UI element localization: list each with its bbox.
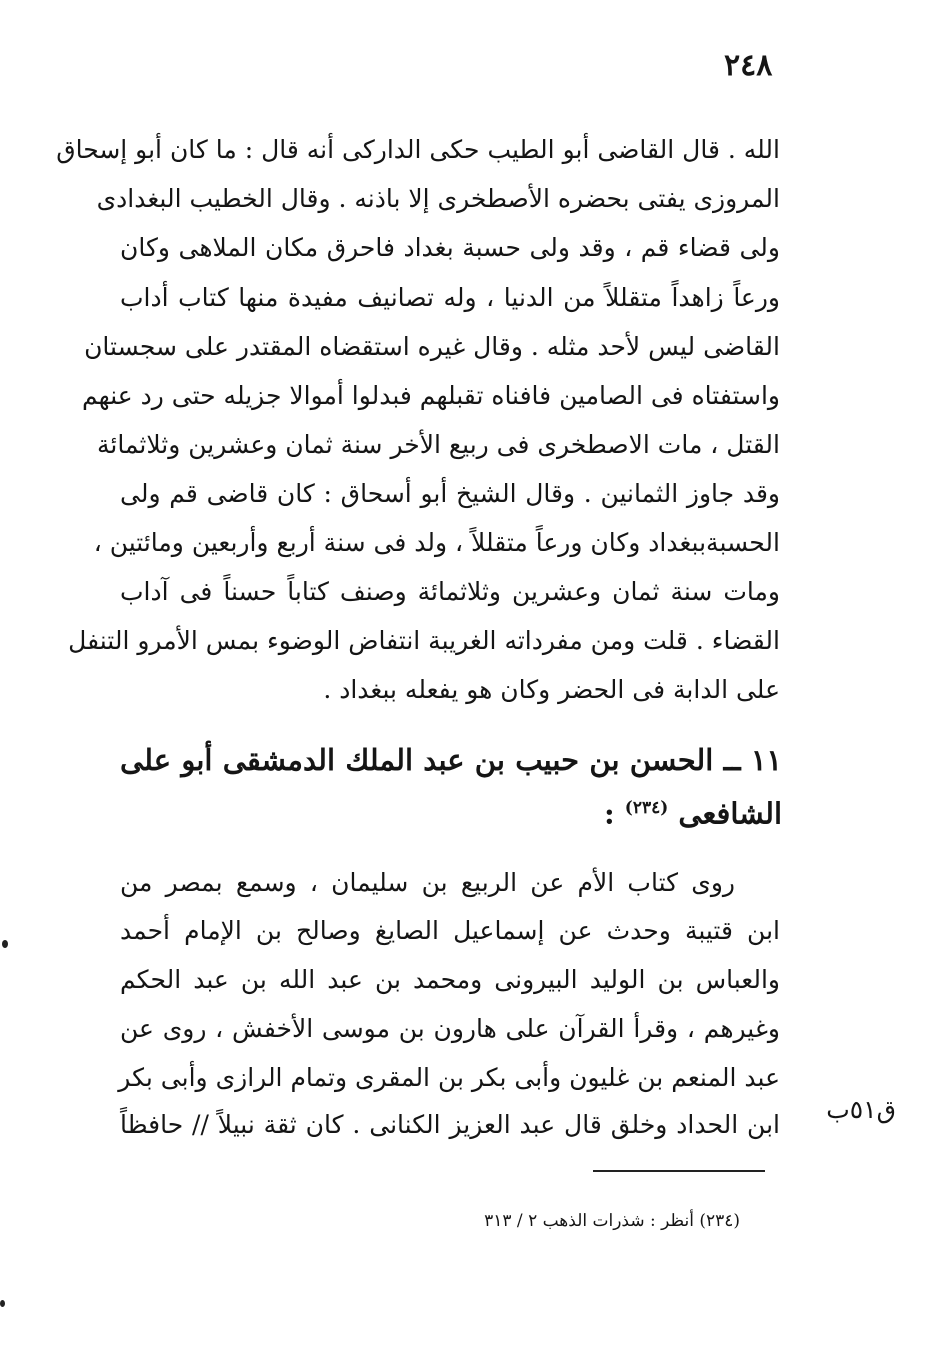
page-number: ٢٤٨ (724, 48, 773, 83)
footnote-reference: (٢٣٤) (624, 798, 669, 818)
text-line: القاضى ليس لأحد مثله . وقال غيره استقضاه المقتدر على سجستان (84, 332, 780, 361)
scan-speck (2, 940, 8, 948)
footnote: (٢٣٤) أنظر : شذرات الذهب ٢ / ٣١٣ (484, 1211, 740, 1231)
text-line: وقد جاوز الثمانين . وقال الشيخ أبو أسحاق : كان قاضى قم ولى (120, 479, 780, 508)
heading-line (120, 789, 782, 831)
text-line: وغيرهم ، وقرأ القرآن على هارون بن موسى الأخفش ، روى عن (120, 1014, 780, 1043)
text-line: ولى قضاء قم ، وقد ولى حسبة بغداد فاحرق مكان الملاهى وكان (120, 233, 780, 262)
text-line: ورعاً زاهداً متقللاً من الدنيا ، وله تصانيف مفيدة منها كتاب أداب (120, 283, 780, 312)
footnote-divider (593, 1170, 765, 1172)
text-line: روى كتاب الأم عن الربيع بن سليمان ، وسمع بمصر من (120, 868, 735, 897)
text-line: واستفتاه فى الصامين فافناه تقبلهم فبدلوا أموالا جزيله حتى رد عنهم (82, 381, 780, 410)
text-line: القتل ، مات الاصطخرى فى ربيع الأخر سنة ثمان وعشرين وثلاثمائة (96, 430, 780, 459)
heading-name: الشافعى (678, 796, 782, 831)
text-line: المروزى يفتى بحضره الأصطخرى إلا باذنه . وقال الخطيب البغدادى (96, 184, 780, 213)
manuscript-folio-note: ق٥١ب (826, 1095, 896, 1124)
text-line: ابن قتيبة وحدث عن إسماعيل الصايغ وصالح بن الإمام أحمد (120, 916, 780, 945)
text-line: ابن الحداد وخلق قال عبد العزيز الكنانى . كان ثقة نبيلاً // حافظاً (120, 1110, 780, 1139)
text-line: على الدابة فى الحضر وكان هو يفعله ببغداد . (323, 675, 780, 704)
scan-speck (0, 1300, 5, 1307)
heading-colon: : (603, 796, 615, 831)
text-line: الحسبةببغداد وكان ورعاً متقللاً ، ولد فى سنة أربع وأربعين ومائتين ، (93, 528, 780, 557)
text-line: القضاء . قلت ومن مفرداته الغريبة انتفاض الوضوء بمس الأمرو التنفل (68, 626, 780, 655)
text-line: والعباس بن الوليد البيرونى ومحمد بن عبد الله بن عبد الحكم (120, 965, 780, 994)
text-line: الله . قال القاضى أبو الطيب حكى الداركى أنه قال : ما كان أبو إسحاق (56, 135, 780, 164)
text-line: عبد المنعم بن غليون وأبى بكر بن المقرى وتمام الرازى وأبى بكر (118, 1063, 780, 1092)
text-line: ومات سنة ثمان وعشرين وثلاثمائة وصنف كتاباً حسناً فى آداب (120, 577, 780, 606)
heading-line: ١١ ــ الحسن بن حبيب بن عبد الملك الدمشقى أبو على (120, 743, 782, 777)
